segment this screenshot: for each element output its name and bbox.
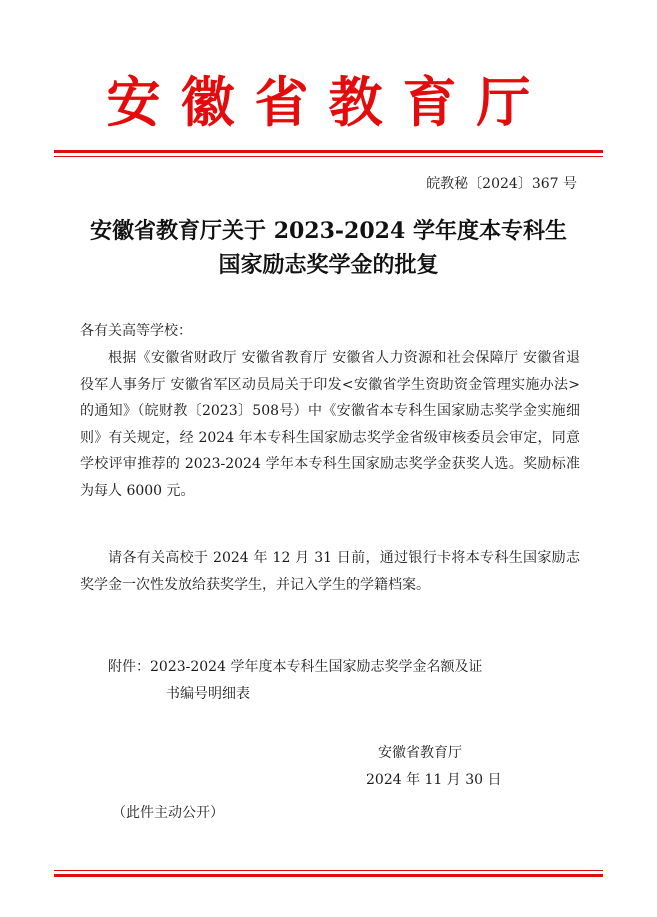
issuing-agency-header: 安徽省教育厅 xyxy=(106,70,551,134)
attachment-line-1: 2023-2024 学年度本专科生国家励志奖学金名额及证 xyxy=(150,659,483,675)
attachment-label: 附件： xyxy=(108,659,150,675)
document-number: 皖教秘〔2024〕367 号 xyxy=(426,176,577,192)
footer-rule-thick xyxy=(54,874,603,877)
issuer-signature: 安徽省教育厅 xyxy=(378,745,462,761)
footer-rule-thin xyxy=(54,870,603,871)
document-title xyxy=(60,214,597,282)
disclosure-note: （此件主动公开） xyxy=(112,805,224,821)
issue-date: 2024 年 11 月 30 日 xyxy=(366,772,502,788)
attachment-note xyxy=(108,654,482,708)
header-rule-thick xyxy=(54,150,603,153)
attachment-line-2: 书编号明细表 xyxy=(166,686,250,702)
document-title-line-2: 国家励志奖学金的批复 xyxy=(218,252,439,278)
body-paragraph-2: 请各有关高校于 2024 年 12 月 31 日前，通过银行卡将本专科生国家励志奖学金一次性发放给获奖学生，并记入学生的学籍档案。 xyxy=(80,550,580,593)
salutation: 各有关高等学校： xyxy=(80,323,192,339)
body-paragraph-1: 根据《安徽省财政厅 安徽省教育厅 安徽省人力资源和社会保障厅 安徽省退役军人事务厅 安徽省军区动员局关于印发<安徽省学生资助资金管理实施办法>的通知》（皖财教〔2023〕508号）中《安徽省本专科生国家励志奖学金实施细则》有关规定，经 2024 年本专科生国家励志奖学金省级审核委员会审定，同意学校评审推荐的 2023-2024 学年本专科生国家励志奖学金获奖人选。奖励标准为每人 6000 元。 xyxy=(80,350,580,499)
header-rule-thin xyxy=(54,156,603,157)
document-title-line-1: 安徽省教育厅关于 2023-2024 学年度本专科生 xyxy=(90,218,567,244)
